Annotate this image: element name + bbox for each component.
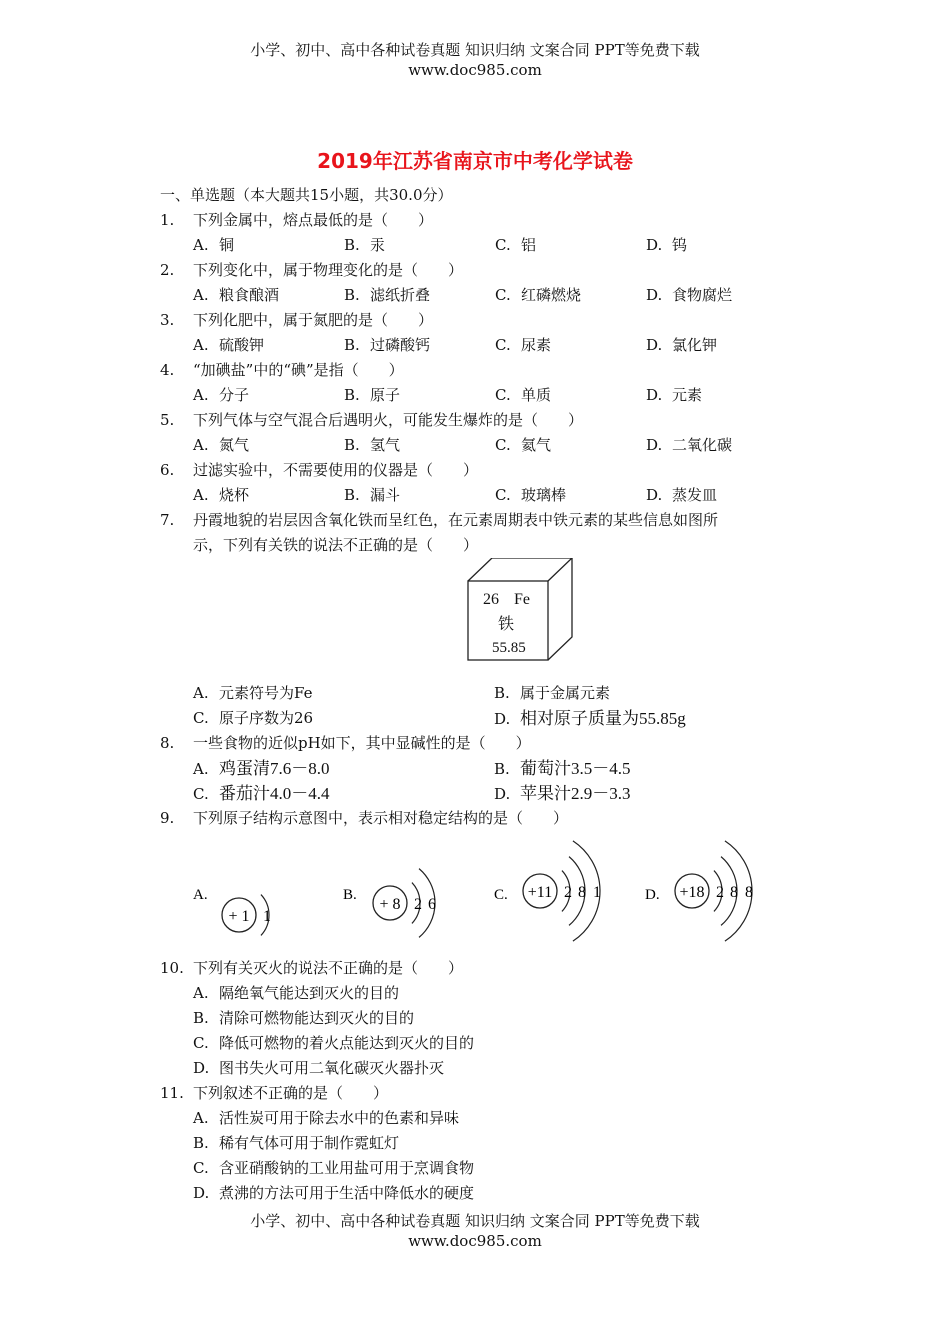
option-b[interactable] [160, 1131, 800, 1156]
electron-count: 2 [564, 884, 572, 901]
atom-option-label: C. [494, 887, 508, 903]
option-letter: C. [495, 286, 511, 304]
question-number: 2. [160, 261, 175, 279]
question-7-options-row2 [160, 706, 800, 731]
option-text: 氮气 [219, 436, 250, 454]
option-letter: A. [193, 336, 209, 354]
option-d[interactable] [646, 483, 797, 508]
option-c[interactable] [495, 433, 646, 458]
option-letter: B. [344, 386, 360, 404]
question-number: 3. [160, 311, 175, 329]
option-letter: D. [646, 236, 663, 254]
question-1-options [160, 233, 800, 258]
option-letter: C. [495, 436, 511, 454]
option-d[interactable] [646, 383, 797, 408]
option-text: 隔绝氧气能达到灭火的目的 [219, 984, 400, 1002]
option-text: 单质 [521, 386, 552, 404]
option-text: 稀有气体可用于制作霓虹灯 [219, 1134, 400, 1152]
atom-option-d[interactable] [645, 841, 753, 941]
option-text: 滤纸折叠 [370, 286, 431, 304]
question-text: 下列化肥中，属于氮肥的是（ ） [193, 311, 434, 329]
electron-count: 8 [730, 884, 738, 901]
option-text: 含亚硝酸钠的工业用盐可用于烹调食物 [219, 1159, 475, 1177]
question-number: 11. [160, 1084, 184, 1102]
nucleus-charge: + 8 [379, 896, 401, 913]
option-b[interactable] [160, 1006, 800, 1031]
option-text: 玻璃棒 [521, 486, 567, 504]
electron-count: 1 [263, 908, 271, 925]
option-letter: A. [193, 286, 209, 304]
option-letter: C. [193, 1159, 209, 1177]
element-symbol: Fe [514, 591, 530, 608]
question-10 [160, 956, 800, 981]
question-number: 4. [160, 361, 175, 379]
option-text: 钨 [672, 236, 688, 254]
question-2-options [160, 283, 800, 308]
option-letter: B. [344, 286, 360, 304]
question-text: 下列金属中，熔点最低的是（ ） [193, 211, 434, 229]
option-a[interactable] [193, 333, 344, 358]
option-text: 氯化钾 [672, 336, 718, 354]
option-c[interactable] [495, 283, 646, 308]
electron-count: 8 [578, 884, 586, 901]
option-a[interactable] [193, 433, 344, 458]
option-letter: A. [193, 1109, 209, 1127]
option-d[interactable] [160, 1181, 800, 1206]
option-a[interactable]: A. 元素符号为Fe [193, 684, 313, 702]
question-7 [160, 508, 800, 533]
option-letter: A. [193, 236, 209, 254]
option-text: 漏斗 [370, 486, 401, 504]
option-text: 食物腐烂 [672, 286, 733, 304]
option-c[interactable]: C. 原子序数为26 [193, 709, 314, 727]
option-letter: A. [193, 386, 209, 404]
option-c[interactable] [495, 383, 646, 408]
electron-count: 6 [428, 896, 436, 913]
question-text: 丹霞地貌的岩层因含氧化铁而呈红色，在元素周期表中铁元素的某些信息如图所 [193, 511, 719, 529]
question-8: 8. 一些食物的近似pH如下，其中显碱性的是（ ） [160, 734, 531, 752]
option-letter: B. [344, 486, 360, 504]
option-b[interactable] [344, 383, 495, 408]
header-url[interactable]: www.doc985.com [408, 61, 542, 79]
option-letter: B. [193, 1009, 209, 1027]
option-a[interactable] [160, 1106, 800, 1131]
option-d[interactable]: D. 相对原子质量为55.85g [494, 709, 686, 728]
option-c[interactable] [160, 1156, 800, 1181]
nucleus-charge: +18 [679, 884, 705, 901]
question-number: 6. [160, 461, 175, 479]
section-heading [160, 183, 800, 208]
option-d[interactable] [646, 233, 797, 258]
option-letter: B. [344, 236, 360, 254]
option-c[interactable]: C. 番茄汁4.0－4.4 [193, 784, 330, 803]
element-card-figure [160, 558, 800, 681]
option-letter: C. [193, 1034, 209, 1052]
question-number: 7. [160, 511, 175, 529]
question-7-options-row1 [160, 681, 800, 706]
atom-option-a[interactable] [193, 887, 271, 935]
question-number: 5. [160, 411, 175, 429]
question-3 [160, 308, 800, 333]
card-top [468, 558, 572, 581]
option-c[interactable] [495, 233, 646, 258]
option-text: 氦气 [521, 436, 552, 454]
atom-option-label: B. [343, 887, 357, 903]
option-d[interactable]: D. 苹果汁2.9－3.3 [494, 784, 631, 803]
option-letter: B. [344, 436, 360, 454]
nucleus-charge: +11 [527, 884, 553, 901]
option-text: 铜 [219, 236, 235, 254]
option-b[interactable]: B. 葡萄汁3.5－4.5 [494, 759, 631, 778]
option-letter: C. [495, 486, 511, 504]
footer-url[interactable]: www.doc985.com [408, 1232, 542, 1250]
option-text: 氢气 [370, 436, 401, 454]
nucleus-charge: + 1 [228, 908, 250, 925]
question-number: 1. [160, 211, 175, 229]
option-letter: C. [495, 386, 511, 404]
element-name: 铁 [498, 616, 515, 633]
header-ad: 小学、初中、高中各种试卷真题 知识归纳 文案合同 PPT等免费下载 [250, 41, 700, 59]
question-9: 9. 下列原子结构示意图中，表示相对稳定结构的是（ ） [160, 809, 569, 827]
option-a[interactable] [160, 981, 800, 1006]
option-letter: D. [646, 436, 663, 454]
question-text: 示，下列有关铁的说法不正确的是（ ） [193, 536, 479, 554]
option-a[interactable]: A. 鸡蛋清7.6－8.0 [193, 759, 330, 778]
option-c[interactable] [495, 483, 646, 508]
electron-count: 2 [716, 884, 724, 901]
option-text: 蒸发皿 [672, 486, 718, 504]
option-c[interactable] [160, 1031, 800, 1056]
option-a[interactable] [193, 483, 344, 508]
option-a[interactable] [193, 283, 344, 308]
option-b[interactable]: B. 属于金属元素 [494, 684, 611, 702]
section-text: 一、单选题（本大题共15小题，共30.0分） [160, 186, 453, 204]
option-b[interactable] [344, 333, 495, 358]
option-text: 煮沸的方法可用于生活中降低水的硬度 [219, 1184, 475, 1202]
option-letter: D. [646, 336, 663, 354]
option-text: 过磷酸钙 [370, 336, 431, 354]
question-6 [160, 458, 800, 483]
option-d[interactable] [646, 433, 797, 458]
question-text: 下列变化中，属于物理变化的是（ ） [193, 261, 464, 279]
question-text: “加碘盐”中的“碘”是指（ ） [193, 361, 404, 379]
option-letter: C. [495, 236, 511, 254]
option-text: 元素 [672, 386, 703, 404]
question-text: 下列有关灭火的说法不正确的是（ ） [193, 959, 464, 977]
option-letter: A. [193, 486, 209, 504]
option-text: 清除可燃物能达到灭火的目的 [219, 1009, 415, 1027]
question-text: 下列叙述不正确的是（ ） [193, 1084, 389, 1102]
question-1 [160, 208, 800, 233]
option-c[interactable] [495, 333, 646, 358]
electron-count: 2 [414, 896, 422, 913]
atom-option-label: D. [645, 887, 660, 903]
atom-option-c[interactable] [494, 841, 601, 941]
option-b[interactable] [344, 233, 495, 258]
question-6-options [160, 483, 800, 508]
question-5 [160, 408, 800, 433]
question-text: 过滤实验中，不需要使用的仪器是（ ） [193, 461, 479, 479]
option-text: 烧杯 [219, 486, 250, 504]
option-d[interactable] [646, 333, 797, 358]
option-text: 尿素 [521, 336, 552, 354]
atom-option-b[interactable] [343, 869, 436, 938]
option-text: 粮食酿酒 [219, 286, 280, 304]
option-letter: D. [646, 486, 663, 504]
question-3-options [160, 333, 800, 358]
option-text: 二氧化碳 [672, 436, 733, 454]
option-text: 图书失火可用二氧化碳灭火器扑灭 [219, 1059, 445, 1077]
question-4 [160, 358, 800, 383]
option-b[interactable] [344, 433, 495, 458]
option-text: 红磷燃烧 [521, 286, 582, 304]
option-letter: C. [495, 336, 511, 354]
option-text: 汞 [370, 236, 386, 254]
question-5-options [160, 433, 800, 458]
option-b[interactable] [344, 283, 495, 308]
question-8-options-row2 [160, 781, 800, 806]
footer-ad: 小学、初中、高中各种试卷真题 知识归纳 文案合同 PPT等免费下载 [250, 1212, 700, 1230]
option-text: 降低可燃物的着火点能达到灭火的目的 [219, 1034, 475, 1052]
option-letter: B. [344, 336, 360, 354]
question-4-options [160, 383, 800, 408]
card-side [548, 558, 572, 660]
option-letter: B. [193, 1134, 209, 1152]
option-text: 铝 [521, 236, 537, 254]
option-text: 原子 [370, 386, 401, 404]
question-text: 下列气体与空气混合后遇明火，可能发生爆炸的是（ ） [193, 411, 584, 429]
option-text: 活性炭可用于除去水中的色素和异味 [219, 1109, 460, 1127]
option-letter: A. [193, 436, 209, 454]
question-7-cont [160, 533, 800, 558]
option-a[interactable] [193, 383, 344, 408]
option-d[interactable] [646, 283, 797, 308]
electron-count: 1 [593, 884, 601, 901]
question-8-options-row1 [160, 756, 800, 781]
option-letter: A. [193, 984, 209, 1002]
electron-count: 8 [745, 884, 753, 901]
option-b[interactable] [344, 483, 495, 508]
option-a[interactable] [193, 233, 344, 258]
option-letter: D. [646, 386, 663, 404]
option-letter: D. [193, 1059, 210, 1077]
question-11 [160, 1081, 800, 1106]
atomic-number: 26 [483, 591, 499, 608]
atomic-mass: 55.85 [492, 640, 526, 656]
atom-option-label: A. [193, 887, 208, 903]
option-letter: D. [646, 286, 663, 304]
option-text: 分子 [219, 386, 250, 404]
exam-body [160, 183, 800, 1206]
option-d[interactable] [160, 1056, 800, 1081]
atom-diagrams [160, 831, 800, 956]
option-letter: D. [193, 1184, 210, 1202]
question-2 [160, 258, 800, 283]
option-text: 硫酸钾 [219, 336, 265, 354]
page-title: 2019年江苏省南京市中考化学试卷 [317, 149, 633, 173]
question-number: 10. [160, 959, 184, 977]
